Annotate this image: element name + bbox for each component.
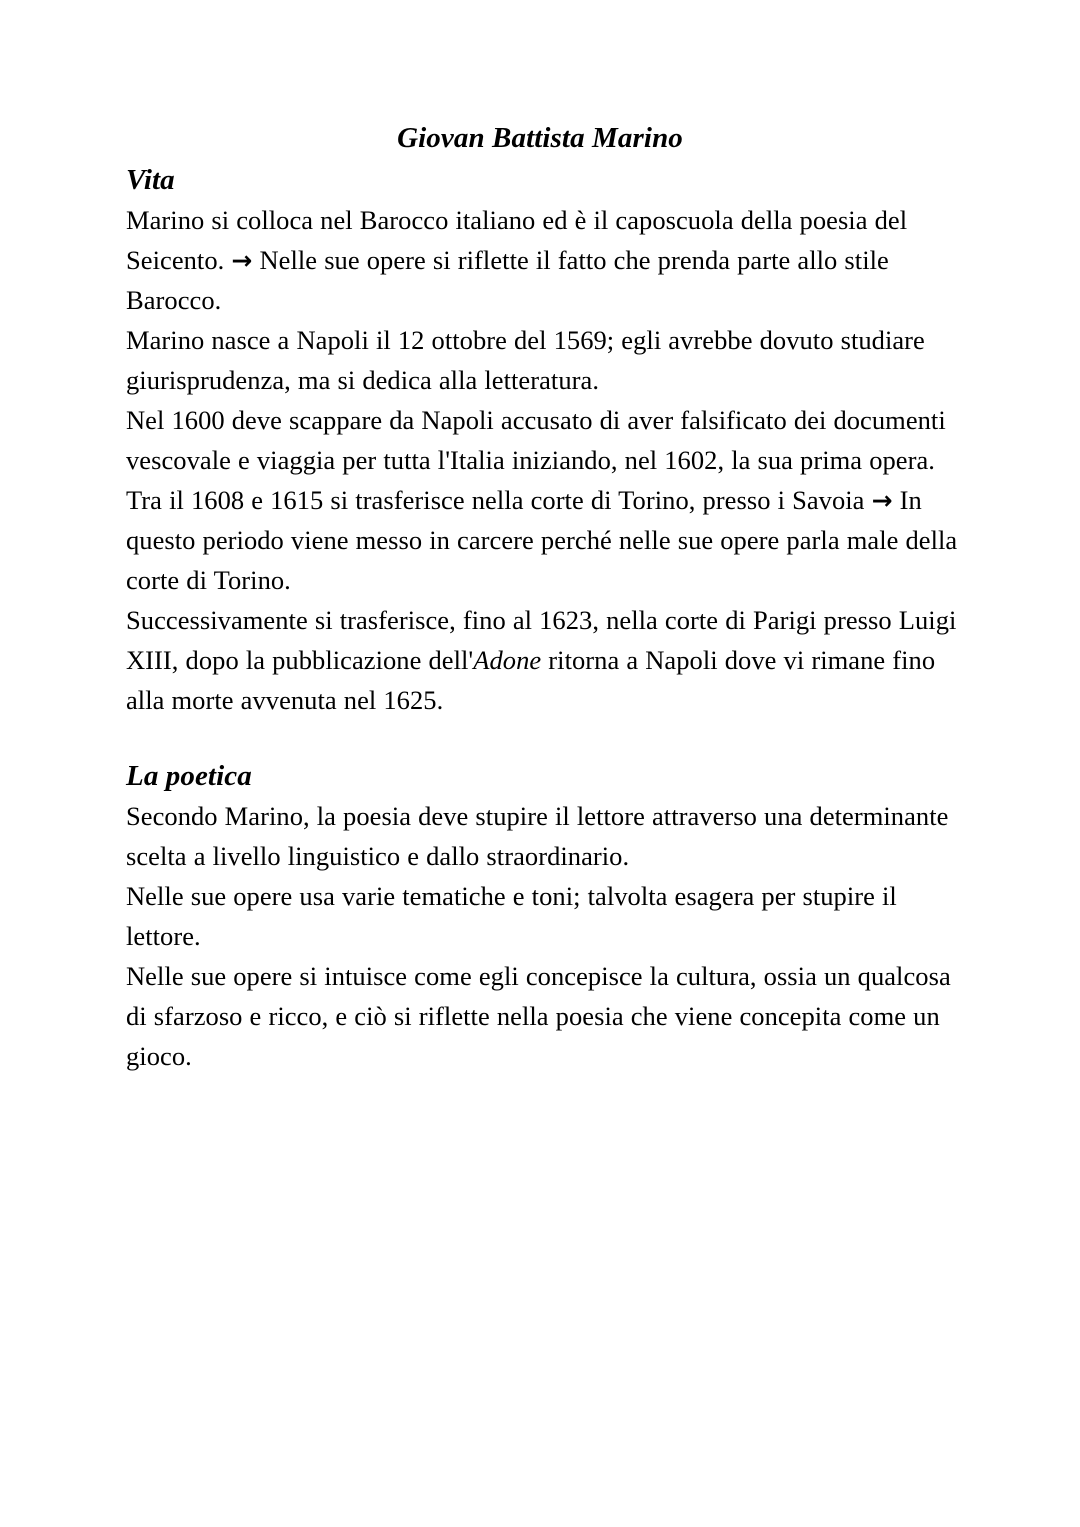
paragraph-text-pre-arrow: Tra il 1608 e 1615 si trasferisce nella corte di Torino, presso i Savoia <box>126 485 865 515</box>
section-heading-la-poetica: La poetica <box>126 760 252 792</box>
paragraph-vita-1 <box>126 200 960 320</box>
paragraph-vita-3: Nel 1600 deve scappare da Napoli accusato di aver falsificato dei documenti vescovale e viaggia per tutta l'Italia iniziando, nel 1602, la sua prima opera. <box>126 405 946 475</box>
paragraph-vita-4 <box>126 480 960 600</box>
paragraph-text-post-arrow: In questo periodo viene messo in carcere perché nelle sue opere parla male della corte di Torino. <box>126 485 958 595</box>
paragraph-text-part2: ritorna a Napoli dove vi rimane fino alla morte avvenuta nel 1625. <box>126 645 936 715</box>
paragraph-vita-5 <box>126 600 960 720</box>
page-title: Giovan Battista Marino <box>397 122 683 154</box>
paragraph-vita-2: Marino nasce a Napoli il 12 ottobre del 1569; egli avrebbe dovuto studiare giurisprudenza, ma si dedica alla letteratura. <box>126 325 925 395</box>
paragraph-poetica-2: Nelle sue opere usa varie tematiche e toni; talvolta esagera per stupire il lettore. <box>126 881 897 951</box>
paragraph-poetica-3: Nelle sue opere si intuisce come egli concepisce la cultura, ossia un qualcosa di sfarzoso e ricco, e ciò si riflette nella poesia che viene concepita come un gioco. <box>126 961 951 1071</box>
paragraph-text-pre-arrow: Marino si colloca nel Barocco italiano ed è il caposcuola della poesia del Seicento. <box>126 205 908 275</box>
section-heading-vita: Vita <box>126 164 175 196</box>
paragraph-text-part1: Successivamente si trasferisce, fino al 1623, nella corte di Parigi presso Luigi XIII, dopo la pubblicazione dell' <box>126 605 957 675</box>
paragraph-poetica-1: Secondo Marino, la poesia deve stupire il lettore attraverso una determinante scelta a livello linguistico e dallo straordinario. <box>126 801 949 871</box>
arrow-right-icon: → <box>231 246 253 275</box>
work-title-adone: Adone <box>473 645 542 675</box>
arrow-right-icon: → <box>871 486 893 515</box>
paragraph-text-post-arrow: Nelle sue opere si riflette il fatto che prenda parte allo stile Barocco. <box>126 245 889 315</box>
